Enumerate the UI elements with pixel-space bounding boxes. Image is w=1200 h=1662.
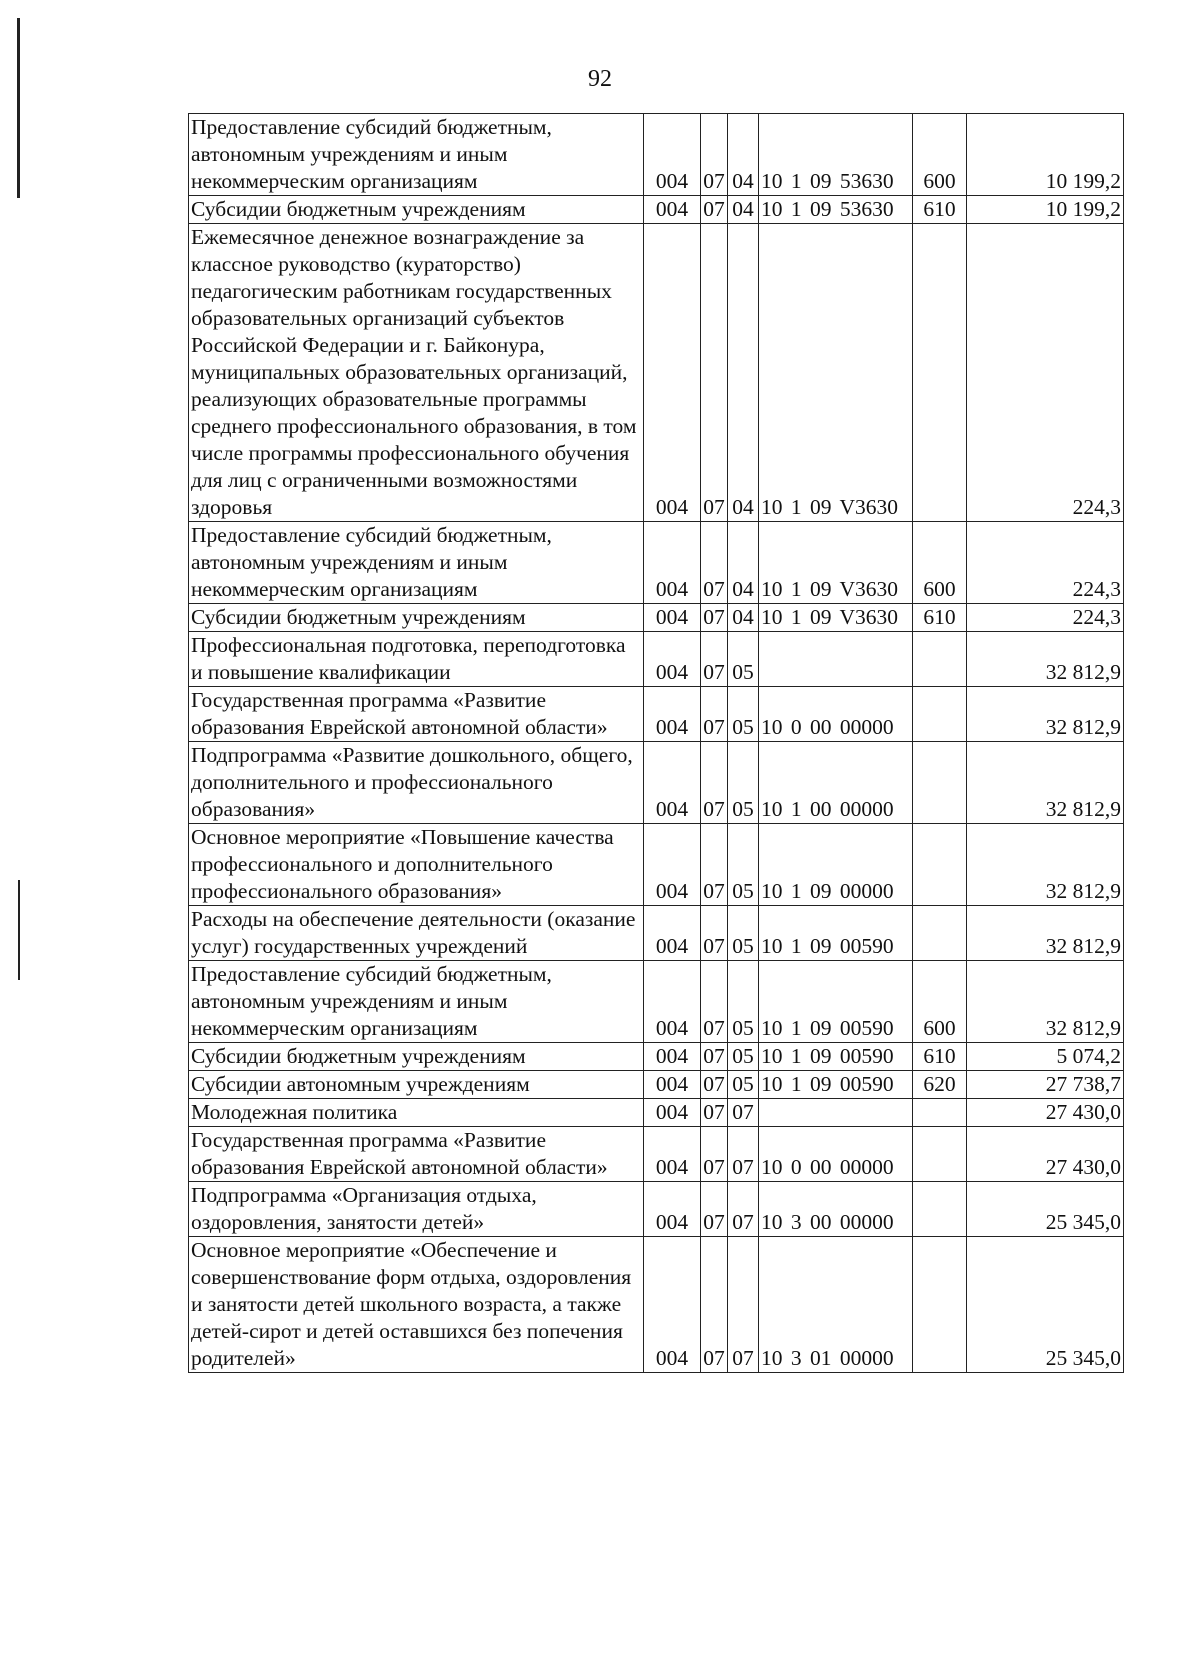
row-name-cell: Ежемесячное денежное вознаграждение за классное руководство (кураторство) педагогическим работникам государственных образовательных организаций субъектов Российской Федерации и г. Байконура, муниципальных образовательных организаций, реализующих образовательные программы среднего профессионального образования, в том числе программы профессионального обучения для лиц с ограниченными возможностями здоровья [189, 224, 644, 522]
row-grbs-cell: 004 [644, 1127, 701, 1182]
table-row [189, 1237, 1124, 1373]
row-grbs-cell: 004 [644, 742, 701, 824]
row-subsection-cell: 07 [728, 1237, 759, 1373]
row-section-cell: 07 [701, 906, 728, 961]
table-row [189, 604, 1124, 632]
row-subsection-cell: 04 [728, 196, 759, 224]
row-amount-cell: 32 812,9 [967, 824, 1124, 906]
row-amount-cell: 25 345,0 [967, 1237, 1124, 1373]
row-section-cell: 07 [701, 522, 728, 604]
row-name-cell: Предоставление субсидий бюджетным, автономным учреждениям и иным некоммерческим организациям [189, 961, 644, 1043]
table-row [189, 632, 1124, 687]
row-amount-cell: 10 199,2 [967, 114, 1124, 196]
row-name-cell: Государственная программа «Развитие образования Еврейской автономной области» [189, 1127, 644, 1182]
row-expense-type-cell [913, 906, 967, 961]
table-row [189, 522, 1124, 604]
row-section-cell: 07 [701, 196, 728, 224]
row-section-cell: 07 [701, 632, 728, 687]
row-grbs-cell: 004 [644, 1182, 701, 1237]
row-subsection-cell: 07 [728, 1099, 759, 1127]
row-target-article-cell: 10 1 09 00590 [759, 906, 913, 961]
table-row [189, 824, 1124, 906]
row-expense-type-cell: 600 [913, 522, 967, 604]
row-section-cell: 07 [701, 1099, 728, 1127]
row-subsection-cell: 07 [728, 1127, 759, 1182]
row-section-cell: 07 [701, 687, 728, 742]
row-name-cell: Подпрограмма «Организация отдыха, оздоровления, занятости детей» [189, 1182, 644, 1237]
row-target-article-cell: 10 3 01 00000 [759, 1237, 913, 1373]
row-expense-type-cell [913, 1099, 967, 1127]
row-subsection-cell: 05 [728, 824, 759, 906]
table-row [189, 906, 1124, 961]
row-section-cell: 07 [701, 1182, 728, 1237]
row-amount-cell: 32 812,9 [967, 961, 1124, 1043]
row-expense-type-cell [913, 742, 967, 824]
row-amount-cell: 32 812,9 [967, 742, 1124, 824]
table-row [189, 1043, 1124, 1071]
row-name-cell: Субсидии бюджетным учреждениям [189, 1043, 644, 1071]
row-subsection-cell: 04 [728, 522, 759, 604]
row-target-article-cell: 10 1 09 53630 [759, 114, 913, 196]
row-name-cell: Субсидии бюджетным учреждениям [189, 604, 644, 632]
row-amount-cell: 27 738,7 [967, 1071, 1124, 1099]
row-subsection-cell: 04 [728, 224, 759, 522]
row-section-cell: 07 [701, 604, 728, 632]
row-grbs-cell: 004 [644, 1071, 701, 1099]
row-amount-cell: 224,3 [967, 604, 1124, 632]
row-subsection-cell: 05 [728, 742, 759, 824]
row-grbs-cell: 004 [644, 824, 701, 906]
row-expense-type-cell: 600 [913, 961, 967, 1043]
row-expense-type-cell: 610 [913, 1043, 967, 1071]
row-name-cell: Предоставление субсидий бюджетным, автономным учреждениям и иным некоммерческим организациям [189, 114, 644, 196]
row-expense-type-cell [913, 1237, 967, 1373]
row-subsection-cell: 04 [728, 114, 759, 196]
row-amount-cell: 224,3 [967, 224, 1124, 522]
row-amount-cell: 27 430,0 [967, 1127, 1124, 1182]
row-amount-cell: 32 812,9 [967, 687, 1124, 742]
table-row [189, 224, 1124, 522]
row-target-article-cell: 10 1 09 V3630 [759, 224, 913, 522]
row-target-article-cell: 10 0 00 00000 [759, 1127, 913, 1182]
row-name-cell: Подпрограмма «Развитие дошкольного, общего, дополнительного и профессионального образования» [189, 742, 644, 824]
row-name-cell: Субсидии бюджетным учреждениям [189, 196, 644, 224]
row-subsection-cell: 05 [728, 906, 759, 961]
row-expense-type-cell: 610 [913, 604, 967, 632]
row-name-cell: Предоставление субсидий бюджетным, автономным учреждениям и иным некоммерческим организациям [189, 522, 644, 604]
budget-table-body [189, 114, 1124, 1373]
row-target-article-cell: 10 1 09 V3630 [759, 604, 913, 632]
row-grbs-cell: 004 [644, 114, 701, 196]
row-section-cell: 07 [701, 114, 728, 196]
row-expense-type-cell [913, 1182, 967, 1237]
row-grbs-cell: 004 [644, 522, 701, 604]
budget-table [188, 113, 1124, 1373]
row-grbs-cell: 004 [644, 196, 701, 224]
row-section-cell: 07 [701, 1237, 728, 1373]
table-row [189, 196, 1124, 224]
table-row [189, 114, 1124, 196]
row-target-article-cell: 10 1 09 00590 [759, 1043, 913, 1071]
row-name-cell: Государственная программа «Развитие образования Еврейской автономной области» [189, 687, 644, 742]
table-row [189, 687, 1124, 742]
row-section-cell: 07 [701, 742, 728, 824]
row-grbs-cell: 004 [644, 632, 701, 687]
row-expense-type-cell [913, 824, 967, 906]
row-expense-type-cell: 600 [913, 114, 967, 196]
row-target-article-cell [759, 632, 913, 687]
row-amount-cell: 224,3 [967, 522, 1124, 604]
row-target-article-cell: 10 0 00 00000 [759, 687, 913, 742]
row-grbs-cell: 004 [644, 1043, 701, 1071]
row-target-article-cell: 10 1 09 53630 [759, 196, 913, 224]
row-subsection-cell: 07 [728, 1182, 759, 1237]
row-name-cell: Расходы на обеспечение деятельности (оказание услуг) государственных учреждений [189, 906, 644, 961]
table-row [189, 1182, 1124, 1237]
row-target-article-cell: 10 1 09 00000 [759, 824, 913, 906]
row-name-cell: Молодежная политика [189, 1099, 644, 1127]
row-expense-type-cell: 610 [913, 196, 967, 224]
row-amount-cell: 32 812,9 [967, 632, 1124, 687]
table-row [189, 1127, 1124, 1182]
row-subsection-cell: 05 [728, 1071, 759, 1099]
row-amount-cell: 5 074,2 [967, 1043, 1124, 1071]
row-section-cell: 07 [701, 961, 728, 1043]
row-subsection-cell: 05 [728, 632, 759, 687]
row-subsection-cell: 05 [728, 961, 759, 1043]
table-row [189, 961, 1124, 1043]
row-grbs-cell: 004 [644, 1237, 701, 1373]
scan-margin-line-top [17, 18, 20, 198]
row-expense-type-cell: 620 [913, 1071, 967, 1099]
row-section-cell: 07 [701, 824, 728, 906]
row-grbs-cell: 004 [644, 687, 701, 742]
row-grbs-cell: 004 [644, 224, 701, 522]
row-target-article-cell [759, 1099, 913, 1127]
row-name-cell: Основное мероприятие «Повышение качества профессионального и дополнительного профессионального образования» [189, 824, 644, 906]
row-expense-type-cell [913, 687, 967, 742]
row-subsection-cell: 04 [728, 604, 759, 632]
row-amount-cell: 25 345,0 [967, 1182, 1124, 1237]
row-name-cell: Профессиональная подготовка, переподготовка и повышение квалификации [189, 632, 644, 687]
row-subsection-cell: 05 [728, 1043, 759, 1071]
row-name-cell: Субсидии автономным учреждениям [189, 1071, 644, 1099]
row-amount-cell: 32 812,9 [967, 906, 1124, 961]
row-section-cell: 07 [701, 224, 728, 522]
row-grbs-cell: 004 [644, 1099, 701, 1127]
row-amount-cell: 27 430,0 [967, 1099, 1124, 1127]
row-amount-cell: 10 199,2 [967, 196, 1124, 224]
row-section-cell: 07 [701, 1071, 728, 1099]
table-row [189, 742, 1124, 824]
row-target-article-cell: 10 1 09 V3630 [759, 522, 913, 604]
page-number: 92 [588, 66, 612, 92]
row-subsection-cell: 05 [728, 687, 759, 742]
table-row [189, 1071, 1124, 1099]
row-target-article-cell: 10 3 00 00000 [759, 1182, 913, 1237]
row-expense-type-cell [913, 632, 967, 687]
table-row [189, 1099, 1124, 1127]
row-expense-type-cell [913, 1127, 967, 1182]
row-name-cell: Основное мероприятие «Обеспечение и совершенствование форм отдыха, оздоровления и занятости детей школьного возраста, а также детей-сирот и детей оставшихся без попечения родителей» [189, 1237, 644, 1373]
row-target-article-cell: 10 1 00 00000 [759, 742, 913, 824]
row-target-article-cell: 10 1 09 00590 [759, 961, 913, 1043]
row-grbs-cell: 004 [644, 906, 701, 961]
row-section-cell: 07 [701, 1127, 728, 1182]
row-expense-type-cell [913, 224, 967, 522]
row-section-cell: 07 [701, 1043, 728, 1071]
scan-margin-line-bottom [18, 880, 20, 980]
row-grbs-cell: 004 [644, 604, 701, 632]
row-grbs-cell: 004 [644, 961, 701, 1043]
row-target-article-cell: 10 1 09 00590 [759, 1071, 913, 1099]
